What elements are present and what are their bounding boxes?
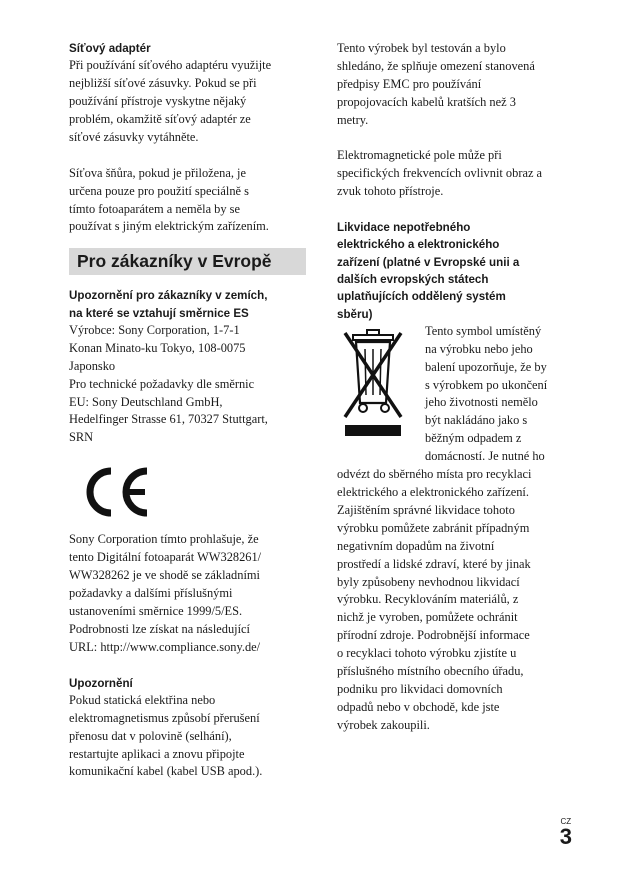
disposal-block (337, 323, 577, 735)
disposal-text: odvézt do sběrného místa pro recyklaci elektrického a elektronického zařízení. Zajištěním správné likvidace tohoto výrobku pomůžete zabránit případným negativním dopadům na životní prostředí a lidské zdraví, které by jinak byly způsobeny nevhodnou likvidací výrobku. Recyklováním materiálů, z nichž je vyroben, pomůžete ochránit přírodní zdroje. Podrobnější informace o recyklaci tohoto výrobku zjistíte u příslušného místního obecního úřadu, podniku pro likvidaci domovních odpadů nebo v obchodě, kde jste výrobek zakoupili. (337, 467, 532, 732)
disposal-line: balení upozorňuje, že by (425, 359, 547, 374)
disposal-line: být nakládáno jako s (425, 413, 528, 428)
crossed-bin-icon (337, 325, 409, 450)
declaration-text: Sony Corporation tímto prohlašuje, že tento Digitální fotoaparát WW328261/ WW328262 je ve shodě se základními požadavky a dalšími příslušnými ustanoveními směrnice 1999/5/ES. Podrobnosti lze získat na následující URL: http://www.compliance.sony.de/ (69, 532, 262, 654)
emc-tested-text: Tento výrobek byl testován a bylo shledáno, že splňuje omezení stanovená předpisy EMC pro používání propojovacích kabelů kratších než 3 metry. (337, 41, 535, 127)
disposal-line: jeho životnosti nemělo (425, 395, 538, 410)
disposal-line: s výrobkem po ukončení (425, 377, 548, 392)
cord-text: Síťova šňůra, pokud je přiložena, je určena pouze pro použití speciálně s tímto fotoaparátem a neměla by se používat s jiným elektrickým zařízením. (69, 165, 269, 234)
disposal-line: běžným odpadem z (425, 431, 522, 446)
manufacturer-text: Výrobce: Sony Corporation, 1-7-1 Konan Minato-ku Tokyo, 108-0075 Japonsko Pro technické požadavky dle směrnic EU: Sony Deutschland GmbH, Hedelfinger Strasse 61, 70327 Stuttgart, SRN (69, 322, 268, 445)
left-column (69, 40, 306, 781)
em-field-text: Elektromagnetické pole může při specifických frekvencích ovlivnit obraz a zvuk tohoto přístroje. (337, 148, 543, 199)
notice-heading: Upozornění (69, 676, 133, 690)
disposal-line: domácností. Je nutné ho (425, 449, 545, 464)
disposal-line: Tento symbol umístěný (425, 323, 542, 338)
section-title-europe: Pro zákazníky v Evropě (69, 248, 306, 275)
language-code: CZ (560, 817, 572, 826)
disposal-line: na výrobku nebo jeho (425, 341, 533, 356)
disposal-heading: Likvidace nepotřebného elektrického a elektronického zařízení (platné v Evropské unii a dalších evropských státech uplatňujících oddělený systém sběru) (337, 221, 520, 321)
right-column (337, 40, 577, 735)
adapter-heading: Síťový adaptér (69, 42, 151, 55)
page-number: 3 (559, 824, 572, 849)
notice-text: Pokud statická elektřina nebo elektromagnetismus způsobí přerušení přenosu dat v polovině (selhání), restartujte aplikaci a znovu připojte komunikační kabel (kabel USB apod.). (69, 692, 263, 779)
eu-notice-heading: Upozornění pro zákazníky v zemích, na které se vztahují směrnice ES (69, 289, 268, 320)
ce-mark-icon (81, 465, 306, 519)
adapter-text: Při používání síťového adaptéru využijte nejbližší síťové zásuvky. Pokud se při používání přístroje vyskytne nějaký problém, okamžitě síťový adaptér ze síťové zásuvky vytáhněte. (69, 58, 272, 144)
page-footer (560, 817, 572, 848)
